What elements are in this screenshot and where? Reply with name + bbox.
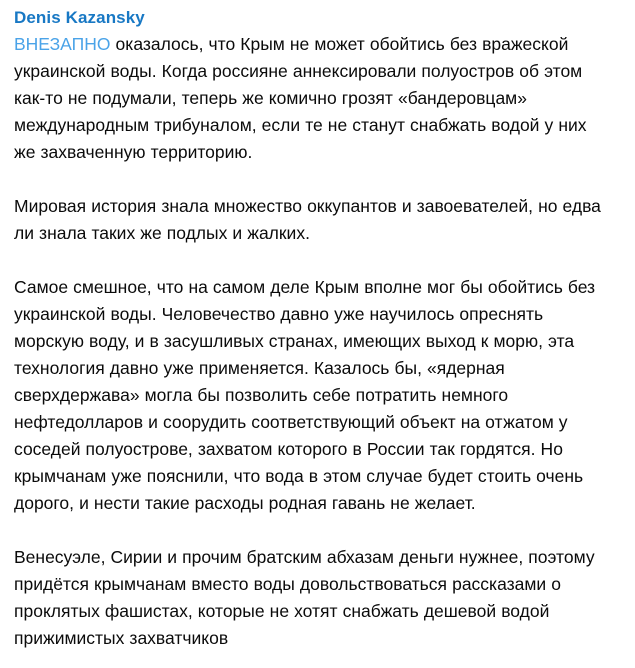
lede-highlight: ВНЕЗАПНО bbox=[14, 34, 111, 54]
post-paragraph-2: Мировая история знала множество оккупантов и завоевателей, но едва ли знала таких же подлых и жалких. bbox=[14, 196, 601, 243]
post-author-name: Denis Kazansky bbox=[14, 8, 145, 27]
post-body bbox=[14, 31, 607, 652]
post-paragraph-1-text: оказалось, что Крым не может обойтись без вражеской украинской воды. Когда россияне аннексировали полуостров об этом как-то не подумали, теперь же комично грозят «бандеровцам» международным трибуналом, если те не станут снабжать водой у них же захваченную территорию. bbox=[14, 34, 587, 162]
post-paragraph-3: Самое смешное, что на самом деле Крым вполне мог бы обойтись без украинской воды. Человечество давно уже научилось опреснять морскую воду, и в засушливых странах, имеющих выход к морю, эта технология давно уже применяется. Казалось бы, «ядерная сверхдержава» могла бы позволить себе потратить немного нефтедолларов и соорудить соответствующий объект на отжатом у соседей полуострове, захватом которого в России так гордятся. Но крымчанам уже пояснили, что вода в этом случае будет стоить очень дорого, и нести такие расходы родная гавань не желает. bbox=[14, 277, 596, 513]
post-paragraph-1 bbox=[14, 31, 607, 166]
post-paragraph-4: Венесуэле, Сирии и прочим братским абхазам деньги нужнее, поэтому придётся крымчанам вместо воды довольствоваться рассказами о проклятых фашистах, которые не хотят снабжать дешевой водой прижимистых захватчиков bbox=[14, 547, 595, 648]
